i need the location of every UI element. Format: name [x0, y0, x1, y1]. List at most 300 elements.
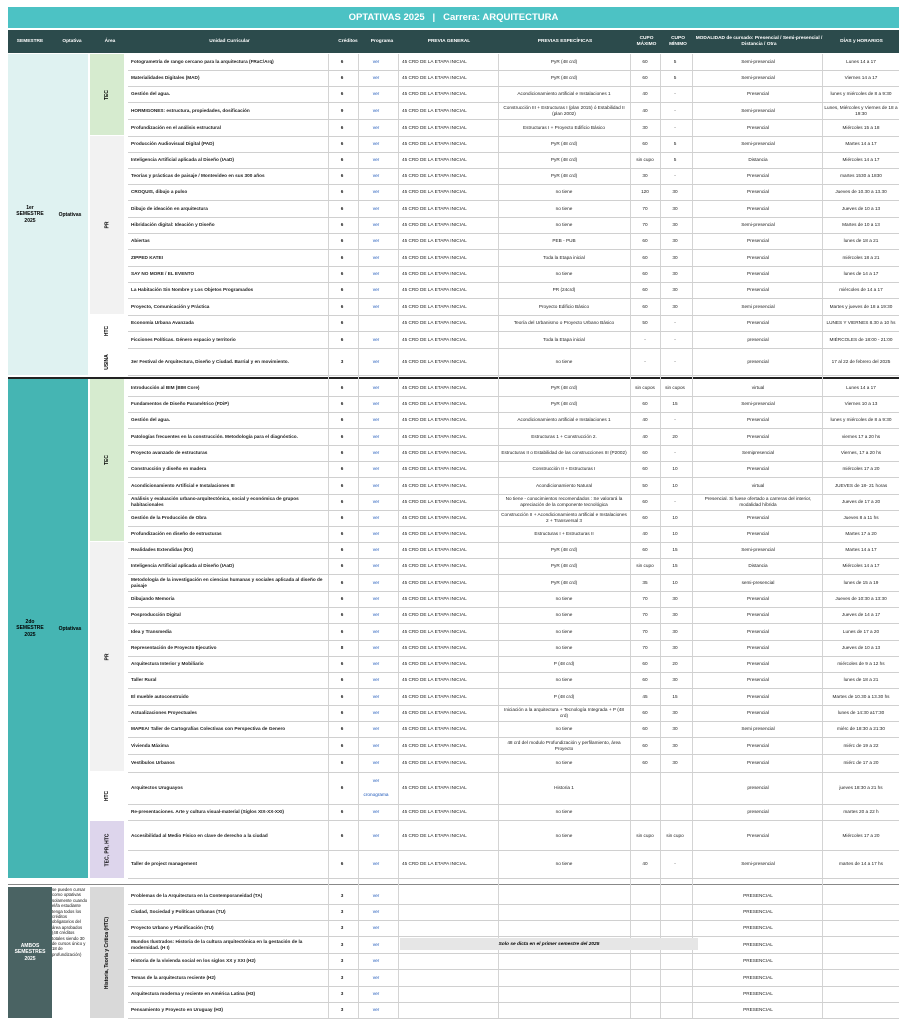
programa-link[interactable]: ver [372, 271, 380, 277]
cupo-minimo: - [674, 91, 676, 97]
table-row [128, 461, 899, 478]
course-name: Idea y Transmedia [131, 628, 172, 634]
cupo-minimo: 5 [673, 157, 677, 163]
programa-link[interactable]: ver [372, 645, 380, 651]
cupo-minimo [660, 986, 690, 1002]
table-row [128, 200, 899, 218]
cupo-minimo: 15 [672, 693, 678, 699]
cupo-maximo [630, 804, 660, 820]
table-row [128, 754, 899, 773]
cupo-maximo: 60 [642, 742, 648, 748]
course-name: Historia de la vivienda social en los siglos XX y XXI (H2) [131, 958, 256, 964]
previa-general: 45 CRD DE LA ETAPA INICIAL [402, 515, 467, 521]
course-credits: 6 [340, 596, 344, 602]
cupo-maximo [630, 1002, 660, 1018]
programa-link[interactable]: ver [372, 531, 380, 537]
dias-horarios: lunes de 18 a 21 [843, 677, 879, 683]
cupo-maximo [630, 969, 660, 986]
previa-general: 45 CRD DE LA ETAPA INICIAL [402, 710, 467, 716]
previa-general: 45 CRD DE LA ETAPA INICIAL [402, 785, 467, 791]
programa-link[interactable]: ver [372, 466, 380, 472]
area-tec-2 [90, 379, 124, 541]
programa-cell [356, 348, 396, 375]
programa-link[interactable]: ver [372, 677, 380, 683]
course-credits: 3 [340, 1007, 344, 1013]
cronograma-link[interactable]: cronograma [363, 792, 389, 797]
cupo-minimo: 10 [672, 482, 678, 488]
course-credits: 6 [340, 710, 344, 716]
previa-general: 45 CRD DE LA ETAPA INICIAL [402, 661, 467, 667]
course-credits: 6 [340, 785, 344, 791]
programa-cell [356, 821, 396, 850]
dias-horarios: viernes 17 a 20 hs [841, 433, 881, 439]
cupo-maximo: 50 [642, 482, 648, 488]
cupo-maximo: 45 [642, 693, 648, 699]
programa-link[interactable]: ver [372, 336, 380, 342]
previas-especificas: no tiene [555, 222, 573, 228]
programa-cell [356, 526, 396, 542]
ambos-message: Solo se dicta en el primer semestre del 2025 [400, 938, 698, 950]
programa-link[interactable]: ver [372, 1007, 380, 1013]
previas-especificas: PyR (48 crd) [550, 157, 578, 163]
previas-especificas: Construcción II + Acondicionamiento artificial e Instalaciones 2 + Transversal 3 [501, 512, 627, 523]
table-row [128, 136, 899, 153]
cupo-maximo: 60 [642, 303, 648, 309]
course-name: Construcción y diseño en madera [131, 466, 207, 472]
modalidad: Presencial [747, 832, 769, 838]
semester-ambos-label: AMBOS SEMESTRES 2025 [8, 887, 52, 1018]
programa-link[interactable]: ver [372, 401, 380, 407]
programa-link[interactable]: ver [372, 59, 380, 65]
cupo-maximo: 40 [642, 531, 648, 537]
course-credits: 9 [340, 107, 344, 113]
previa-general: 45 CRD DE LA ETAPA INICIAL [402, 173, 467, 179]
modalidad: PRESENCIAL [743, 909, 773, 915]
course-credits: 6 [340, 91, 344, 97]
previas-especificas: no tiene [555, 271, 573, 277]
cupo-minimo: 20 [672, 661, 678, 667]
course-name: Proyecto avanzado de estructuras [131, 450, 208, 456]
modalidad: Semi presencial [741, 726, 775, 732]
programa-link[interactable]: ver [372, 892, 380, 898]
dias-horarios: martes 1530 a 1830 [840, 173, 882, 179]
cupo-minimo [660, 969, 690, 986]
modalidad: Presencial [747, 91, 769, 97]
course-credits: 6 [340, 563, 344, 569]
previa-general: 45 CRD DE LA ETAPA INICIAL [402, 238, 467, 244]
programa-cell [356, 379, 396, 396]
programa-link[interactable]: ver [372, 941, 380, 947]
modalidad: Distancia [748, 563, 768, 569]
dias-horarios: miérc de 17 a 20 [843, 760, 879, 766]
table-row [128, 574, 899, 592]
modalidad: Presencial [747, 466, 769, 472]
previa-general [402, 1002, 498, 1018]
programa-link[interactable]: ver [372, 91, 380, 97]
programa-link[interactable]: ver [372, 925, 380, 931]
programa-link[interactable]: ver [372, 238, 380, 244]
modalidad: Presencial [747, 710, 769, 716]
modalidad: PRESENCIAL [743, 958, 773, 964]
programa-link[interactable]: ver [372, 433, 380, 439]
table-row [128, 969, 899, 987]
cupo-maximo: 40 [642, 861, 648, 867]
area-htc-ambos [90, 887, 124, 1018]
course-credits: 6 [340, 809, 344, 815]
previas-especificas: no tiene [555, 726, 573, 732]
dias-horarios: lunes de 14:30 a17:30 [837, 710, 885, 716]
programa-link[interactable]: ver [372, 482, 380, 488]
previas-especificas: PyR (48 crd) [550, 384, 578, 390]
programa-link[interactable]: ver [372, 303, 380, 309]
previa-general: 45 CRD DE LA ETAPA INICIAL [402, 809, 467, 815]
programa-cell [356, 315, 396, 331]
previas-especificas: P (48 crd) [553, 693, 575, 699]
course-credits: 6 [340, 433, 344, 439]
previa-general: 45 CRD DE LA ETAPA INICIAL [402, 628, 467, 634]
cupo-minimo: sin cupos [665, 384, 685, 390]
programa-link[interactable]: ver [372, 384, 380, 390]
course-name: CROQUIS, dibujo a pulso [131, 189, 188, 195]
previa-general: 45 CRD DE LA ETAPA INICIAL [402, 358, 467, 364]
previa-general: 45 CRD DE LA ETAPA INICIAL [402, 91, 467, 97]
header-optativa: Optativa [62, 38, 82, 44]
programa-link[interactable]: ver [372, 832, 380, 838]
course-credits: 6 [340, 861, 344, 867]
semester-2-optativa: Optativas [52, 379, 88, 878]
table-row [128, 623, 899, 641]
semester-2-label: 2do SEMESTRE 2025 [8, 379, 52, 878]
course-name: Hibridación digital: Ideación y Diseño [131, 222, 215, 228]
table-row [128, 298, 899, 316]
modalidad: Presencial [747, 124, 769, 130]
programa-link[interactable]: ver [372, 358, 380, 364]
programa-link[interactable]: ver [372, 547, 380, 553]
cupo-maximo: 40 [642, 417, 648, 423]
course-credits: 6 [340, 450, 344, 456]
course-credits: 6 [340, 482, 344, 488]
previas-especificas: Iniciación a la arquitectura + Tecnología Integrada + P (48 crd) [504, 707, 624, 718]
previa-general: 45 CRD DE LA ETAPA INICIAL [402, 499, 467, 505]
table-row [128, 821, 899, 851]
previa-general: 45 CRD DE LA ETAPA INICIAL [402, 531, 467, 537]
table-row [128, 54, 899, 71]
programa-cell [356, 249, 396, 266]
course-credits: 6 [340, 157, 344, 163]
header-cupo-min: CUPO MÍNIMO [669, 35, 687, 47]
table-row [128, 510, 899, 527]
course-name: Teorías y prácticas de paisaje / Montevideo en sus 300 años [131, 173, 265, 179]
course-credits: 6 [340, 271, 344, 277]
previa-general [402, 920, 498, 936]
course-credits: 3 [340, 909, 344, 915]
programa-cell [356, 772, 396, 804]
previas-especificas [500, 887, 628, 904]
course-credits: 3 [340, 892, 344, 898]
table-row [128, 412, 899, 429]
cupo-maximo: - [644, 358, 646, 364]
previa-general: 45 CRD DE LA ETAPA INICIAL [402, 760, 467, 766]
programa-cell [356, 542, 396, 558]
cupo-maximo [630, 887, 660, 904]
modalidad: PRESENCIAL [743, 1007, 773, 1013]
programa-cell [356, 412, 396, 428]
cupo-maximo: 60 [642, 238, 648, 244]
cupo-minimo: 30 [672, 645, 678, 651]
cupo-minimo: 20 [672, 433, 678, 439]
cupo-maximo: 60 [642, 271, 648, 277]
course-name: Taller Rural [131, 677, 157, 683]
previas-especificas: Construcción III + Estructuras I (plan 2015) ó Estabilidad II (plan 2002) [503, 104, 625, 116]
programa-cell [356, 607, 396, 623]
cupo-minimo: 5 [673, 75, 677, 81]
modalidad: Presencial [747, 645, 769, 651]
course-name: Producción Audiovisual Digital (PAD) [131, 141, 215, 147]
programa-cell [356, 640, 396, 656]
cupo-minimo: 30 [672, 710, 678, 716]
dias-horarios: Jueves de 10 a 13 [841, 205, 881, 211]
programa-link[interactable]: ver [372, 107, 380, 113]
programa-link[interactable]: ver [372, 579, 380, 585]
programa-link[interactable]: ver [372, 974, 380, 980]
course-name: Introducción al BIM (BIM Core) [131, 384, 200, 390]
programa-link[interactable]: ver [372, 612, 380, 618]
table-row [128, 986, 899, 1003]
dias-horarios: lunes de 14 a 17 [843, 271, 879, 277]
programa-link[interactable]: ver [372, 157, 380, 163]
cupo-maximo [630, 953, 660, 969]
programa-link[interactable]: ver [372, 991, 380, 997]
previas-especificas: Estructuras II o Estabilidad de las construcciones III (P2002) [501, 450, 627, 456]
header-programa: Programa [370, 38, 394, 44]
programa-cell [356, 672, 396, 688]
cupo-minimo: 30 [672, 205, 678, 211]
modalidad: Semi-presencial [741, 59, 775, 65]
previas-especificas: no tiene [555, 809, 573, 815]
modalidad: Presencial [747, 661, 769, 667]
previa-general [402, 887, 498, 904]
modalidad: presencial [747, 785, 769, 791]
cupo-maximo: 120 [641, 189, 649, 195]
programa-link[interactable]: ver [372, 75, 380, 81]
programa-cell [356, 200, 396, 217]
cupo-minimo: - [674, 861, 676, 867]
page-title: OPTATIVAS 2025 | Carrera: ARQUITECTURA [8, 7, 899, 28]
dias-horarios: Viernes 10 a 13 [844, 401, 878, 407]
programa-cell [356, 102, 396, 119]
table-row [128, 607, 899, 624]
course-credits: 6 [340, 173, 344, 179]
previas-especificas: no tiene [555, 861, 573, 867]
modalidad: PRESENCIAL [743, 941, 773, 947]
programa-link[interactable]: ver [372, 450, 380, 456]
cupo-maximo: 50 [642, 320, 648, 326]
course-name: Metodología de la investigación en ciencias humanas y sociales aplicada al diseño de paisaje [131, 576, 323, 588]
modalidad: PRESENCIAL [743, 974, 773, 980]
cupo-maximo: 60 [642, 254, 648, 260]
cupo-minimo: - [674, 107, 676, 113]
previa-general: 45 CRD DE LA ETAPA INICIAL [402, 336, 467, 342]
course-name: Fotogrametría de rango cercano para la arquitectura (FRaC/Arq) [131, 59, 274, 65]
programa-link[interactable]: ver [372, 693, 380, 699]
cupo-maximo: 70 [642, 645, 648, 651]
course-name: Materialidades Digitales (MAD) [131, 75, 200, 81]
header-modalidad: MODALIDAD de cursado: Presencial / Semi-presencial / Distancia / Otra [695, 35, 823, 47]
programa-link[interactable]: ver [372, 222, 380, 228]
previa-general: 45 CRD DE LA ETAPA INICIAL [402, 417, 467, 423]
programa-link[interactable]: ver [372, 173, 380, 179]
modalidad: Presencial [747, 320, 769, 326]
previa-general: 45 CRD DE LA ETAPA INICIAL [402, 384, 467, 390]
previas-especificas: Estructuras I + Estructuras II [534, 531, 594, 537]
previas-especificas: PyR (48 crd) [550, 401, 578, 407]
cupo-minimo: - [674, 173, 676, 179]
modalidad: Presencial [747, 238, 769, 244]
table-row [128, 249, 899, 267]
programa-link[interactable]: ver [372, 742, 380, 748]
course-credits: 6 [340, 417, 344, 423]
cupo-maximo: 60 [642, 401, 648, 407]
programa-cell [356, 233, 396, 249]
cupo-minimo: 30 [672, 612, 678, 618]
dias-horarios: Viernes 14 a 17 [844, 75, 878, 81]
programa-link[interactable]: ver [372, 287, 380, 293]
course-credits: 3 [340, 925, 344, 931]
previas-especificas: PyR (48 crd) [550, 75, 578, 81]
course-name: Gestión de la Producción de Obra [131, 515, 207, 521]
course-credits: 8 [340, 645, 344, 651]
previa-general: 45 CRD DE LA ETAPA INICIAL [402, 677, 467, 683]
table-row [128, 282, 899, 299]
area-pr-1 [90, 136, 124, 314]
previa-general: 45 CRD DE LA ETAPA INICIAL [402, 222, 467, 228]
modalidad: Distancia [748, 157, 768, 163]
cupo-maximo: 60 [642, 499, 648, 505]
programa-link[interactable]: ver [372, 861, 380, 867]
cupo-minimo: sin cupo [666, 832, 684, 838]
course-credits: 3 [340, 991, 344, 997]
dias-horarios [824, 920, 898, 936]
programa-link[interactable]: ver [372, 628, 380, 634]
cupo-maximo: 40 [642, 107, 648, 113]
previa-general: 45 CRD DE LA ETAPA INICIAL [402, 157, 467, 163]
cupo-minimo [660, 904, 690, 920]
programa-link[interactable]: ver [372, 417, 380, 423]
table-row [128, 672, 899, 689]
table-row [128, 640, 899, 657]
course-name: 3er Festival de Arquitectura, Diseño y Ciudad. Barrial y en movimiento. [131, 358, 289, 364]
previas-especificas: 48 crd del modulo Profundización y perfilamiento, área Proyecto [507, 739, 621, 751]
course-name: Taller de project management [131, 861, 198, 867]
course-name: Proyecto, Comunicación y Práctica [131, 303, 210, 309]
programa-link[interactable]: ver [372, 499, 380, 505]
programa-link[interactable]: ver [372, 205, 380, 211]
programa-cell [356, 754, 396, 772]
programa-link[interactable]: ver [372, 778, 380, 784]
cupo-maximo: 70 [642, 612, 648, 618]
programa-link[interactable]: ver [372, 958, 380, 964]
course-name: Arquitectura moderna y reciente en América Latina (H3) [131, 991, 256, 997]
programa-cell [356, 656, 396, 672]
area-tec-pr-htc [90, 821, 124, 878]
table-row [128, 266, 899, 283]
dias-horarios: Martes de 10.30 a 13.30 hs [832, 693, 890, 699]
course-name: Mundos Ilustrados: Historia de la cultura arquitectónica en la gestación de la modernidad. (H I) [131, 938, 303, 950]
modalidad: Presencial [747, 254, 769, 260]
previa-general: 45 CRD DE LA ETAPA INICIAL [402, 433, 467, 439]
programa-cell [356, 887, 396, 904]
previas-especificas: Toda la Etapa inicial [543, 336, 585, 342]
previa-general [402, 986, 498, 1002]
cupo-minimo: 10 [672, 466, 678, 472]
cupo-minimo: 15 [672, 401, 678, 407]
course-name: Pensamiento y Proyecto en Uruguay (H3) [131, 1007, 223, 1013]
previas-especificas: PyR (48 crd) [550, 547, 578, 553]
table-row [128, 348, 899, 376]
programa-link[interactable]: ver [372, 596, 380, 602]
programa-cell [356, 510, 396, 526]
table-row [128, 591, 899, 608]
programa-cell [356, 920, 396, 936]
programa-link[interactable]: ver [372, 124, 380, 130]
programa-link[interactable]: ver [372, 661, 380, 667]
cupo-minimo: 5 [673, 59, 677, 65]
previas-especificas [500, 953, 628, 969]
programa-cell [356, 591, 396, 607]
programa-link[interactable]: ver [372, 909, 380, 915]
previas-especificas: Acondicionamiento Natural [535, 482, 593, 488]
course-name: Patologías frecuentes en la construcción. Metodología para el diagnóstico. [131, 433, 298, 439]
previa-general: 45 CRD DE LA ETAPA INICIAL [402, 450, 467, 456]
dias-horarios: Jueves de 10:30 a 13:30 [835, 596, 887, 602]
previa-general: 45 CRD DE LA ETAPA INICIAL [402, 563, 467, 569]
programa-link[interactable]: ver [372, 515, 380, 521]
course-name: MAPEA! Taller de Cartografías Colectivas con Perspectiva de Genero [131, 726, 286, 732]
previa-general: 45 CRD DE LA ETAPA INICIAL [402, 205, 467, 211]
course-name: Profundización en el análisis estructural [131, 124, 221, 130]
course-credits: 6 [340, 466, 344, 472]
programa-link[interactable]: ver [372, 254, 380, 260]
cupo-maximo: 40 [642, 91, 648, 97]
previas-especificas: no tiene [555, 189, 573, 195]
programa-link[interactable]: ver [372, 563, 380, 569]
cupo-maximo: - [644, 336, 646, 342]
dias-horarios: 17 al 22 de febrero del 2025 [831, 358, 891, 364]
programa-cell [356, 850, 396, 878]
cupo-maximo: sin cupo [636, 832, 654, 838]
area-pr-1-label: PR [103, 221, 110, 229]
programa-link[interactable]: ver [372, 809, 380, 815]
cupo-minimo: - [674, 499, 676, 505]
table-row [128, 804, 899, 821]
programa-link[interactable]: ver [372, 141, 380, 147]
modalidad: virtual [751, 482, 765, 488]
programa-link[interactable]: ver [372, 726, 380, 732]
table-row [128, 379, 899, 397]
dias-horarios: Martes 14 a 17 [845, 141, 877, 147]
dias-horarios: martes 20 a 22 h [843, 809, 879, 815]
programa-link[interactable]: ver [372, 710, 380, 716]
previas-especificas: no tiene [555, 628, 573, 634]
area-htc-1 [90, 315, 124, 347]
table-row [128, 119, 899, 137]
programa-link[interactable]: ver [372, 760, 380, 766]
cupo-maximo: 40 [642, 433, 648, 439]
cupo-minimo: 10 [672, 515, 678, 521]
modalidad: Semi-presencial [741, 401, 775, 407]
programa-link[interactable]: ver [372, 189, 380, 195]
previas-especificas: no tiene [555, 596, 573, 602]
